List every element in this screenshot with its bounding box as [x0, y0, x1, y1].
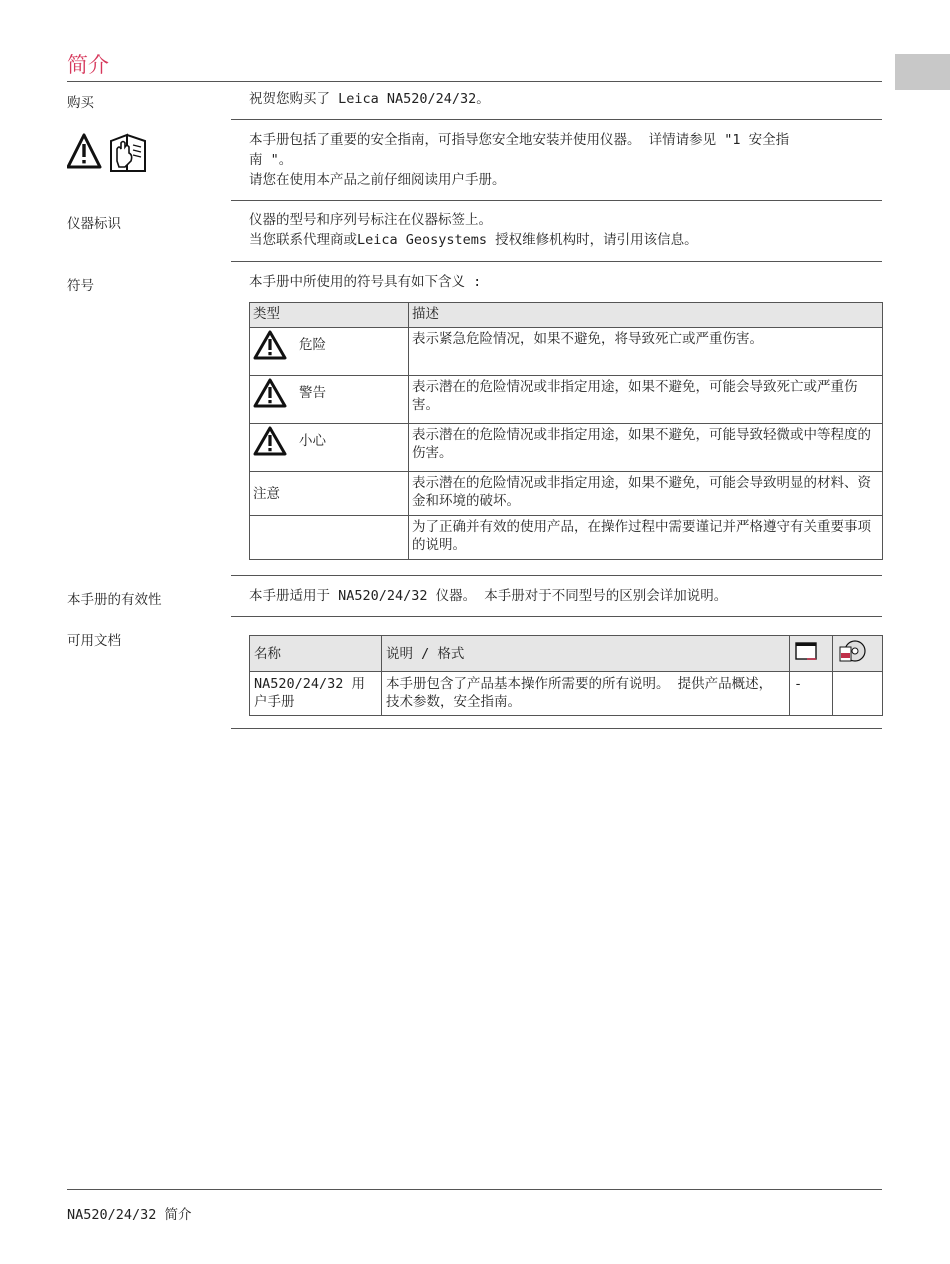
identification-line: 仪器的型号和序列号标注在仪器标签上。	[249, 212, 492, 228]
cd-availability	[833, 672, 883, 716]
section-divider	[231, 575, 882, 576]
cd-pdf-icon	[837, 639, 867, 663]
table-row	[250, 516, 883, 560]
type-label: 危险	[299, 337, 326, 353]
symbols-label: 符号	[67, 278, 94, 294]
section-divider	[231, 261, 882, 262]
header-type: 类型	[250, 303, 409, 328]
identification-line: 当您联系代理商或Leica Geosystems 授权维修机构时，请引用该信息。	[249, 232, 698, 248]
validity-text: 本手册适用于 NA520/24/32 仪器。 本手册对于不同型号的区别会详加说明。	[249, 588, 728, 604]
header-print	[790, 636, 833, 672]
page-footer: NA520/24/32 简介	[67, 1207, 192, 1223]
safety-line: 请您在使用本产品之前仔细阅读用户手册。	[249, 172, 506, 188]
printed-manual-icon	[794, 641, 818, 661]
symbols-intro: 本手册中所使用的符号具有如下含义 :	[249, 274, 482, 290]
table-row	[250, 424, 883, 472]
header-description: 描述	[409, 303, 883, 328]
title-divider	[67, 81, 882, 82]
type-cell	[250, 328, 409, 376]
type-cell	[250, 376, 409, 424]
section-divider	[231, 200, 882, 201]
description-cell: 表示潜在的危险情况或非指定用途，如果不避免，可能会导致明显的材料、资金和环境的破坏。	[409, 472, 883, 516]
description-cell: 表示潜在的危险情况或非指定用途，如果不避免，可能会导致死亡或严重伤害。	[409, 376, 883, 424]
table-header-row	[250, 303, 883, 328]
page-title: 简介	[67, 53, 109, 77]
description-cell: 表示紧急危险情况，如果不避免，将导致死亡或严重伤害。	[409, 328, 883, 376]
warning-triangle-icon	[253, 426, 287, 456]
validity-label: 本手册的有效性	[67, 592, 162, 608]
document-name: NA520/24/32 用户手册	[250, 672, 382, 716]
type-label: 小心	[299, 433, 326, 449]
table-row	[250, 376, 883, 424]
type-cell	[250, 424, 409, 472]
section-divider	[231, 119, 882, 120]
type-label: 警告	[299, 385, 326, 401]
safety-line: 本手册包括了重要的安全指南，可指导您安全地安装并使用仪器。 详情请参见 "1 安全指	[249, 132, 790, 148]
chapter-tab	[895, 54, 950, 90]
section-divider	[231, 728, 882, 729]
table-row	[250, 328, 883, 376]
safety-icons	[67, 131, 149, 177]
header-description: 说明 / 格式	[382, 636, 790, 672]
identification-text	[249, 210, 698, 250]
description-cell: 为了正确并有效的使用产品，在操作过程中需要谨记并严格遵守有关重要事项的说明。	[409, 516, 883, 560]
symbols-table	[249, 302, 883, 560]
header-name: 名称	[250, 636, 382, 672]
manual-book-icon	[111, 135, 145, 171]
documents-label: 可用文档	[67, 633, 121, 649]
purchase-text: 祝贺您购买了 Leica NA520/24/32。	[249, 91, 490, 107]
table-header-row	[250, 636, 883, 672]
document-description: 本手册包含了产品基本操作所需要的所有说明。 提供产品概述，技术参数，安全指南。	[382, 672, 790, 716]
description-cell: 表示潜在的危险情况或非指定用途，如果不避免，可能导致轻微或中等程度的伤害。	[409, 424, 883, 472]
footer-divider	[67, 1189, 882, 1190]
print-availability: -	[790, 672, 833, 716]
warning-triangle-icon	[253, 378, 287, 408]
identification-label: 仪器标识	[67, 216, 121, 232]
section-divider	[231, 616, 882, 617]
warning-triangle-icon	[68, 135, 100, 167]
safety-line: 南 "。	[249, 152, 293, 168]
type-cell: 注意	[250, 472, 409, 516]
warning-triangle-icon	[253, 330, 287, 360]
header-cd	[833, 636, 883, 672]
purchase-label: 购买	[67, 95, 94, 111]
type-cell	[250, 516, 409, 560]
documents-table	[249, 635, 883, 716]
safety-text	[249, 130, 789, 190]
table-row	[250, 672, 883, 716]
table-row	[250, 472, 883, 516]
